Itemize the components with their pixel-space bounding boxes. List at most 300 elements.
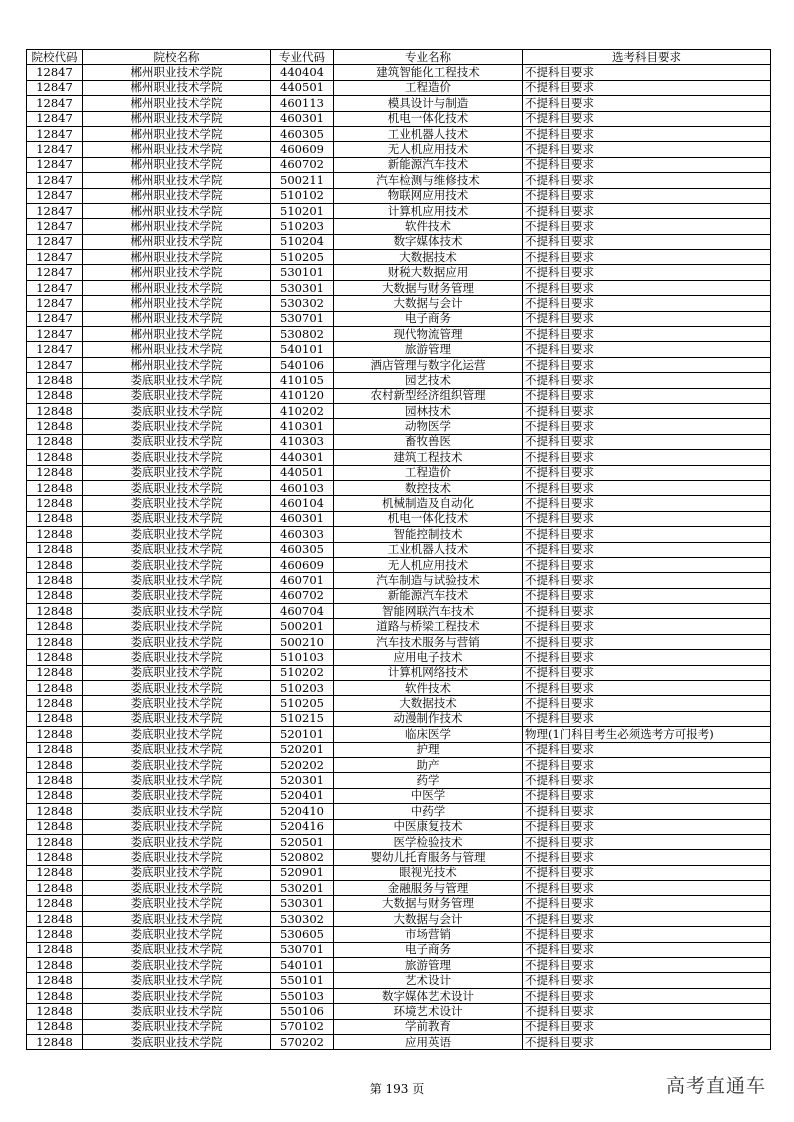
major-name-cell: 园艺技术 [334, 373, 523, 388]
school-name-cell: 郴州职业技术学院 [83, 126, 271, 141]
major-code-cell: 510205 [271, 696, 334, 711]
table-row [27, 173, 771, 188]
major-name-cell: 机电一体化技术 [334, 111, 523, 126]
major-name-cell: 工业机器人技术 [334, 126, 523, 141]
school-name-cell: 娄底职业技术学院 [83, 850, 271, 865]
school-code-cell: 12848 [27, 850, 83, 865]
school-code-cell: 12848 [27, 403, 83, 418]
school-code-cell: 12848 [27, 757, 83, 772]
table-row [27, 773, 771, 788]
school-name-cell: 郴州职业技术学院 [83, 80, 271, 95]
table-row [27, 804, 771, 819]
major-code-cell: 510204 [271, 234, 334, 249]
school-name-cell: 娄底职业技术学院 [83, 896, 271, 911]
table-row [27, 1019, 771, 1034]
school-code-cell: 12848 [27, 681, 83, 696]
major-name-cell: 应用英语 [334, 1035, 523, 1050]
major-name-cell: 大数据与会计 [334, 911, 523, 926]
school-name-cell: 郴州职业技术学院 [83, 111, 271, 126]
subject-requirement-cell: 不提科目要求 [523, 650, 771, 665]
school-name-cell: 娄底职业技术学院 [83, 742, 271, 757]
subject-requirement-cell: 不提科目要求 [523, 65, 771, 80]
major-code-cell: 410202 [271, 403, 334, 418]
school-name-cell: 娄底职业技术学院 [83, 696, 271, 711]
table-row [27, 1035, 771, 1050]
subject-requirement-cell: 不提科目要求 [523, 757, 771, 772]
major-name-cell: 软件技术 [334, 219, 523, 234]
subject-requirement-cell: 不提科目要求 [523, 142, 771, 157]
school-code-cell: 12848 [27, 988, 83, 1003]
subject-requirement-cell: 不提科目要求 [523, 788, 771, 803]
table-row [27, 604, 771, 619]
major-name-cell: 大数据技术 [334, 250, 523, 265]
school-name-cell: 娄底职业技术学院 [83, 973, 271, 988]
school-code-cell: 12848 [27, 619, 83, 634]
major-name-cell: 酒店管理与数字化运营 [334, 357, 523, 372]
school-code-cell: 12848 [27, 434, 83, 449]
table-row [27, 111, 771, 126]
school-name-cell: 娄底职业技术学院 [83, 403, 271, 418]
subject-requirement-cell: 不提科目要求 [523, 1035, 771, 1050]
table-row [27, 834, 771, 849]
table-body [27, 65, 771, 1050]
table-row [27, 265, 771, 280]
subject-requirement-cell: 不提科目要求 [523, 357, 771, 372]
major-code-cell: 520301 [271, 773, 334, 788]
major-name-cell: 护理 [334, 742, 523, 757]
school-code-cell: 12847 [27, 80, 83, 95]
major-code-cell: 540106 [271, 357, 334, 372]
school-code-cell: 12848 [27, 711, 83, 726]
school-name-cell: 娄底职业技术学院 [83, 634, 271, 649]
major-name-cell: 学前教育 [334, 1019, 523, 1034]
major-name-cell: 电子商务 [334, 942, 523, 957]
table-row [27, 711, 771, 726]
table-row [27, 973, 771, 988]
school-code-cell: 12847 [27, 311, 83, 326]
table-row [27, 819, 771, 834]
major-code-cell: 460609 [271, 557, 334, 572]
major-name-cell: 动物医学 [334, 419, 523, 434]
school-code-cell: 12848 [27, 727, 83, 742]
major-code-cell: 570202 [271, 1035, 334, 1050]
table-row [27, 511, 771, 526]
school-code-cell: 12848 [27, 650, 83, 665]
subject-requirement-cell: 不提科目要求 [523, 942, 771, 957]
school-code-cell: 12848 [27, 511, 83, 526]
subject-requirement-cell: 不提科目要求 [523, 126, 771, 141]
table-row [27, 896, 771, 911]
school-name-cell: 娄底职业技术学院 [83, 573, 271, 588]
table-row [27, 327, 771, 342]
major-name-cell: 汽车检测与维修技术 [334, 173, 523, 188]
table-row [27, 958, 771, 973]
subject-requirement-cell: 不提科目要求 [523, 973, 771, 988]
school-name-cell: 娄底职业技术学院 [83, 450, 271, 465]
subject-requirements-table [26, 49, 771, 1050]
major-name-cell: 助产 [334, 757, 523, 772]
header-school-code: 院校代码 [27, 50, 83, 65]
school-name-cell: 娄底职业技术学院 [83, 527, 271, 542]
subject-requirement-cell: 不提科目要求 [523, 219, 771, 234]
major-name-cell: 机械制造及自动化 [334, 496, 523, 511]
school-name-cell: 娄底职业技术学院 [83, 958, 271, 973]
subject-requirement-cell: 不提科目要求 [523, 819, 771, 834]
major-code-cell: 460104 [271, 496, 334, 511]
school-code-cell: 12847 [27, 357, 83, 372]
school-code-cell: 12847 [27, 342, 83, 357]
major-name-cell: 物联网应用技术 [334, 188, 523, 203]
school-name-cell: 娄底职业技术学院 [83, 773, 271, 788]
school-name-cell: 娄底职业技术学院 [83, 434, 271, 449]
subject-requirement-cell: 不提科目要求 [523, 234, 771, 249]
school-code-cell: 12847 [27, 234, 83, 249]
major-code-cell: 440501 [271, 80, 334, 95]
major-code-cell: 570102 [271, 1019, 334, 1034]
school-name-cell: 娄底职业技术学院 [83, 373, 271, 388]
school-name-cell: 娄底职业技术学院 [83, 881, 271, 896]
major-name-cell: 农村新型经济组织管理 [334, 388, 523, 403]
school-name-cell: 郴州职业技术学院 [83, 250, 271, 265]
major-code-cell: 520401 [271, 788, 334, 803]
major-name-cell: 旅游管理 [334, 958, 523, 973]
major-name-cell: 工业机器人技术 [334, 542, 523, 557]
school-name-cell: 娄底职业技术学院 [83, 542, 271, 557]
subject-requirement-cell: 不提科目要求 [523, 696, 771, 711]
school-code-cell: 12848 [27, 604, 83, 619]
subject-requirement-cell: 不提科目要求 [523, 742, 771, 757]
major-name-cell: 新能源汽车技术 [334, 157, 523, 172]
school-name-cell: 娄底职业技术学院 [83, 1004, 271, 1019]
major-name-cell: 新能源汽车技术 [334, 588, 523, 603]
table-row [27, 419, 771, 434]
major-code-cell: 460704 [271, 604, 334, 619]
school-code-cell: 12848 [27, 804, 83, 819]
subject-requirement-cell: 不提科目要求 [523, 511, 771, 526]
subject-requirements-table-container [26, 49, 770, 1050]
major-name-cell: 中医康复技术 [334, 819, 523, 834]
school-name-cell: 郴州职业技术学院 [83, 219, 271, 234]
school-code-cell: 12847 [27, 296, 83, 311]
table-row [27, 357, 771, 372]
major-name-cell: 汽车技术服务与营销 [334, 634, 523, 649]
major-code-cell: 520201 [271, 742, 334, 757]
school-code-cell: 12847 [27, 96, 83, 111]
table-row [27, 696, 771, 711]
school-code-cell: 12848 [27, 927, 83, 942]
subject-requirement-cell: 不提科目要求 [523, 865, 771, 880]
school-code-cell: 12847 [27, 65, 83, 80]
school-code-cell: 12848 [27, 1035, 83, 1050]
major-name-cell: 机电一体化技术 [334, 511, 523, 526]
major-name-cell: 财税大数据应用 [334, 265, 523, 280]
major-name-cell: 道路与桥梁工程技术 [334, 619, 523, 634]
school-name-cell: 娄底职业技术学院 [83, 711, 271, 726]
table-header-row [27, 50, 771, 65]
major-code-cell: 500211 [271, 173, 334, 188]
major-code-cell: 540101 [271, 958, 334, 973]
header-major-name: 专业名称 [334, 50, 523, 65]
school-code-cell: 12848 [27, 696, 83, 711]
major-name-cell: 数字媒体艺术设计 [334, 988, 523, 1003]
major-name-cell: 建筑智能化工程技术 [334, 65, 523, 80]
major-code-cell: 550103 [271, 988, 334, 1003]
major-name-cell: 药学 [334, 773, 523, 788]
major-code-cell: 530701 [271, 311, 334, 326]
subject-requirement-cell: 不提科目要求 [523, 1019, 771, 1034]
table-row [27, 573, 771, 588]
school-name-cell: 娄底职业技术学院 [83, 496, 271, 511]
major-code-cell: 460702 [271, 588, 334, 603]
major-name-cell: 环境艺术设计 [334, 1004, 523, 1019]
school-name-cell: 郴州职业技术学院 [83, 265, 271, 280]
school-code-cell: 12847 [27, 203, 83, 218]
table-row [27, 619, 771, 634]
school-name-cell: 娄底职业技术学院 [83, 865, 271, 880]
table-row [27, 450, 771, 465]
school-code-cell: 12848 [27, 588, 83, 603]
school-name-cell: 娄底职业技术学院 [83, 1019, 271, 1034]
major-name-cell: 无人机应用技术 [334, 142, 523, 157]
school-name-cell: 娄底职业技术学院 [83, 727, 271, 742]
subject-requirement-cell: 不提科目要求 [523, 958, 771, 973]
table-row [27, 1004, 771, 1019]
school-code-cell: 12848 [27, 419, 83, 434]
major-name-cell: 数控技术 [334, 480, 523, 495]
table-row [27, 434, 771, 449]
subject-requirement-cell: 不提科目要求 [523, 665, 771, 680]
subject-requirement-cell: 不提科目要求 [523, 111, 771, 126]
school-name-cell: 娄底职业技术学院 [83, 927, 271, 942]
major-code-cell: 530301 [271, 280, 334, 295]
page-number: 第 193 页 [369, 1082, 425, 1096]
major-name-cell: 动漫制作技术 [334, 711, 523, 726]
major-code-cell: 550101 [271, 973, 334, 988]
table-row [27, 588, 771, 603]
school-code-cell: 12848 [27, 958, 83, 973]
major-code-cell: 460701 [271, 573, 334, 588]
table-row [27, 403, 771, 418]
table-row [27, 388, 771, 403]
subject-requirement-cell: 不提科目要求 [523, 96, 771, 111]
subject-requirement-cell: 不提科目要求 [523, 881, 771, 896]
subject-requirement-cell: 不提科目要求 [523, 280, 771, 295]
major-name-cell: 工程造价 [334, 465, 523, 480]
school-name-cell: 郴州职业技术学院 [83, 173, 271, 188]
school-code-cell: 12848 [27, 527, 83, 542]
school-code-cell: 12847 [27, 126, 83, 141]
subject-requirement-cell: 不提科目要求 [523, 834, 771, 849]
subject-requirement-cell: 不提科目要求 [523, 1004, 771, 1019]
school-name-cell: 娄底职业技术学院 [83, 665, 271, 680]
major-name-cell: 大数据与财务管理 [334, 280, 523, 295]
subject-requirement-cell: 不提科目要求 [523, 434, 771, 449]
school-code-cell: 12848 [27, 373, 83, 388]
school-code-cell: 12848 [27, 450, 83, 465]
table-row [27, 465, 771, 480]
school-name-cell: 娄底职业技术学院 [83, 804, 271, 819]
subject-requirement-cell: 不提科目要求 [523, 557, 771, 572]
subject-requirement-cell: 不提科目要求 [523, 203, 771, 218]
major-code-cell: 510102 [271, 188, 334, 203]
subject-requirement-cell: 不提科目要求 [523, 573, 771, 588]
major-name-cell: 医学检验技术 [334, 834, 523, 849]
table-row [27, 342, 771, 357]
header-subject-requirement: 选考科目要求 [523, 50, 771, 65]
major-code-cell: 550106 [271, 1004, 334, 1019]
school-name-cell: 娄底职业技术学院 [83, 988, 271, 1003]
table-row [27, 681, 771, 696]
subject-requirement-cell: 不提科目要求 [523, 480, 771, 495]
school-code-cell: 12847 [27, 111, 83, 126]
school-name-cell: 娄底职业技术学院 [83, 388, 271, 403]
major-name-cell: 汽车制造与试验技术 [334, 573, 523, 588]
major-name-cell: 模具设计与制造 [334, 96, 523, 111]
school-code-cell: 12848 [27, 942, 83, 957]
school-name-cell: 娄底职业技术学院 [83, 757, 271, 772]
table-row [27, 496, 771, 511]
major-code-cell: 510205 [271, 250, 334, 265]
school-name-cell: 郴州职业技术学院 [83, 311, 271, 326]
major-code-cell: 530201 [271, 881, 334, 896]
school-code-cell: 12848 [27, 465, 83, 480]
subject-requirement-cell: 不提科目要求 [523, 157, 771, 172]
major-code-cell: 410105 [271, 373, 334, 388]
major-code-cell: 520202 [271, 757, 334, 772]
subject-requirement-cell: 不提科目要求 [523, 296, 771, 311]
table-row [27, 188, 771, 203]
subject-requirement-cell: 不提科目要求 [523, 527, 771, 542]
table-row [27, 788, 771, 803]
table-row [27, 650, 771, 665]
table-row [27, 142, 771, 157]
table-row [27, 665, 771, 680]
school-name-cell: 娄底职业技术学院 [83, 942, 271, 957]
major-code-cell: 520901 [271, 865, 334, 880]
major-code-cell: 520410 [271, 804, 334, 819]
major-code-cell: 510103 [271, 650, 334, 665]
subject-requirement-cell: 不提科目要求 [523, 619, 771, 634]
major-name-cell: 艺术设计 [334, 973, 523, 988]
major-name-cell: 软件技术 [334, 681, 523, 696]
table-row [27, 557, 771, 572]
major-code-cell: 500201 [271, 619, 334, 634]
subject-requirement-cell: 不提科目要求 [523, 911, 771, 926]
table-row [27, 157, 771, 172]
major-code-cell: 460303 [271, 527, 334, 542]
subject-requirement-cell: 不提科目要求 [523, 496, 771, 511]
table-row [27, 742, 771, 757]
subject-requirement-cell: 不提科目要求 [523, 850, 771, 865]
major-code-cell: 520501 [271, 834, 334, 849]
major-code-cell: 510201 [271, 203, 334, 218]
table-row [27, 757, 771, 772]
school-name-cell: 娄底职业技术学院 [83, 419, 271, 434]
school-name-cell: 郴州职业技术学院 [83, 296, 271, 311]
school-name-cell: 郴州职业技术学院 [83, 142, 271, 157]
table-row [27, 927, 771, 942]
table-row [27, 96, 771, 111]
school-code-cell: 12847 [27, 157, 83, 172]
school-code-cell: 12848 [27, 557, 83, 572]
major-name-cell: 旅游管理 [334, 342, 523, 357]
subject-requirement-cell: 不提科目要求 [523, 542, 771, 557]
school-name-cell: 娄底职业技术学院 [83, 788, 271, 803]
school-code-cell: 12847 [27, 250, 83, 265]
table-row [27, 80, 771, 95]
school-name-cell: 郴州职业技术学院 [83, 188, 271, 203]
major-name-cell: 工程造价 [334, 80, 523, 95]
school-code-cell: 12847 [27, 173, 83, 188]
subject-requirement-cell: 不提科目要求 [523, 634, 771, 649]
major-name-cell: 数字媒体技术 [334, 234, 523, 249]
major-name-cell: 智能网联汽车技术 [334, 604, 523, 619]
major-name-cell: 智能控制技术 [334, 527, 523, 542]
subject-requirement-cell: 不提科目要求 [523, 173, 771, 188]
table-row [27, 988, 771, 1003]
major-name-cell: 计算机应用技术 [334, 203, 523, 218]
table-row [27, 527, 771, 542]
school-code-cell: 12848 [27, 973, 83, 988]
subject-requirement-cell: 物理(1门科目考生必须选考方可报考) [523, 727, 771, 742]
major-code-cell: 510203 [271, 681, 334, 696]
school-name-cell: 娄底职业技术学院 [83, 619, 271, 634]
major-code-cell: 440501 [271, 465, 334, 480]
major-name-cell: 畜牧兽医 [334, 434, 523, 449]
major-code-cell: 440301 [271, 450, 334, 465]
major-code-cell: 410301 [271, 419, 334, 434]
subject-requirement-cell: 不提科目要求 [523, 681, 771, 696]
subject-requirement-cell: 不提科目要求 [523, 773, 771, 788]
school-code-cell: 12848 [27, 742, 83, 757]
major-name-cell: 电子商务 [334, 311, 523, 326]
major-code-cell: 440404 [271, 65, 334, 80]
school-name-cell: 娄底职业技术学院 [83, 465, 271, 480]
school-code-cell: 12848 [27, 881, 83, 896]
major-code-cell: 530605 [271, 927, 334, 942]
subject-requirement-cell: 不提科目要求 [523, 342, 771, 357]
school-name-cell: 娄底职业技术学院 [83, 911, 271, 926]
school-code-cell: 12847 [27, 188, 83, 203]
school-name-cell: 娄底职业技术学院 [83, 819, 271, 834]
major-code-cell: 460702 [271, 157, 334, 172]
major-code-cell: 460301 [271, 111, 334, 126]
major-code-cell: 530302 [271, 911, 334, 926]
major-name-cell: 大数据技术 [334, 696, 523, 711]
school-name-cell: 娄底职业技术学院 [83, 1035, 271, 1050]
school-name-cell: 郴州职业技术学院 [83, 234, 271, 249]
table-row [27, 865, 771, 880]
subject-requirement-cell: 不提科目要求 [523, 265, 771, 280]
major-code-cell: 520802 [271, 850, 334, 865]
table-row [27, 280, 771, 295]
table-row [27, 250, 771, 265]
table-row [27, 65, 771, 80]
subject-requirement-cell: 不提科目要求 [523, 80, 771, 95]
school-code-cell: 12848 [27, 819, 83, 834]
school-name-cell: 郴州职业技术学院 [83, 280, 271, 295]
school-name-cell: 郴州职业技术学院 [83, 327, 271, 342]
school-code-cell: 12847 [27, 280, 83, 295]
major-name-cell: 市场营销 [334, 927, 523, 942]
subject-requirement-cell: 不提科目要求 [523, 450, 771, 465]
major-name-cell: 现代物流管理 [334, 327, 523, 342]
school-code-cell: 12848 [27, 834, 83, 849]
major-code-cell: 460301 [271, 511, 334, 526]
table-row [27, 727, 771, 742]
major-name-cell: 中医学 [334, 788, 523, 803]
major-code-cell: 540101 [271, 342, 334, 357]
